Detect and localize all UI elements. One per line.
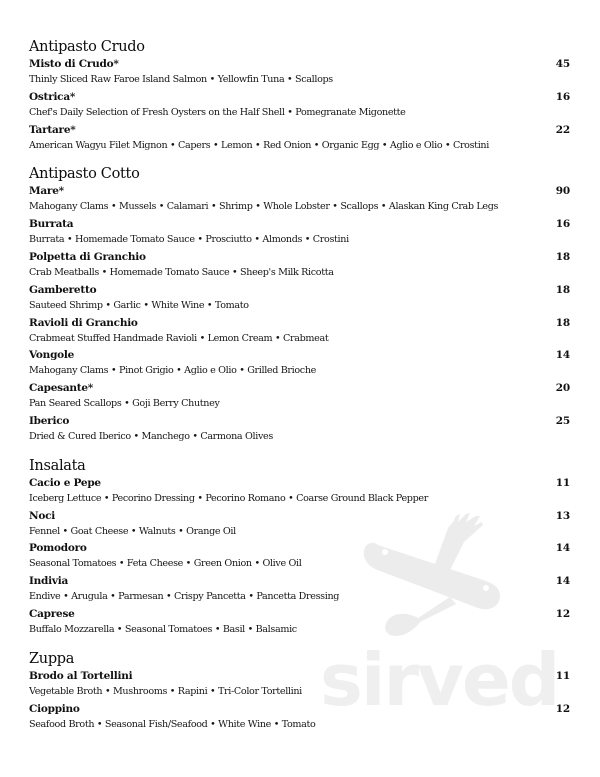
- menu-item: [29, 183, 570, 216]
- item-name: Tartare*: [29, 123, 76, 136]
- item-name: Caprese: [29, 607, 75, 620]
- item-description: Fennel • Goat Cheese • Walnuts • Orange Oil: [29, 525, 236, 537]
- menu-item: [29, 89, 570, 122]
- item-name: Indivia: [29, 575, 69, 588]
- item-description: Iceberg Lettuce • Pecorino Dressing • Pecorino Romano • Coarse Ground Black Pepper: [29, 492, 428, 504]
- item-price: 11: [555, 669, 570, 682]
- item-description: American Wagyu Filet Mignon • Capers • Lemon • Red Onion • Organic Egg • Aglio e Olio • Crostini: [29, 139, 489, 151]
- item-name: Brodo al Tortellini: [29, 669, 133, 682]
- section-antipasto-cotto: [29, 165, 570, 445]
- section-title: Antipasto Cotto: [29, 166, 140, 183]
- menu-item: [29, 508, 570, 541]
- item-name: Misto di Crudo*: [29, 58, 119, 70]
- item-name: Vongole: [29, 349, 75, 362]
- item-description: Seafood Broth • Seasonal Fish/Seafood • White Wine • Tomato: [29, 718, 316, 730]
- menu-item: [29, 315, 570, 348]
- menu-item: [29, 347, 570, 380]
- section-title: Antipasto Crudo: [29, 39, 145, 55]
- item-description: Endive • Arugula • Parmesan • Crispy Pancetta • Pancetta Dressing: [29, 591, 340, 603]
- item-description: Thinly Sliced Raw Faroe Island Salmon • Yellowfin Tuna • Scallops: [29, 74, 333, 85]
- item-price: 18: [555, 283, 570, 296]
- menu-item: [29, 668, 570, 701]
- item-price: 13: [555, 509, 570, 522]
- item-price: 90: [555, 185, 570, 198]
- item-description: Dried & Cured Iberico • Manchego • Carmona Olives: [29, 430, 273, 442]
- item-name: Pomodoro: [29, 542, 87, 555]
- menu-item: [29, 380, 570, 413]
- item-price: 18: [555, 316, 570, 329]
- item-description: Chef's Daily Selection of Fresh Oysters on the Half Shell • Pomegranate Migonette: [29, 106, 406, 118]
- item-description: Buffalo Mozzarella • Seasonal Tomatoes • Basil • Balsamic: [29, 623, 297, 635]
- item-name: Mare*: [29, 185, 64, 198]
- section-antipasto-crudo: [29, 38, 570, 154]
- menu-item: [29, 413, 570, 446]
- item-description: Seasonal Tomatoes • Feta Cheese • Green Onion • Olive Oil: [29, 558, 302, 570]
- item-price: 18: [555, 250, 570, 263]
- item-name: Polpetta di Granchio: [29, 250, 146, 263]
- item-price: 45: [555, 58, 570, 70]
- menu-item: [29, 216, 570, 249]
- item-price: 20: [555, 382, 570, 395]
- item-description: Mahogany Clams • Mussels • Calamari • Shrimp • Whole Lobster • Scallops • Alaskan King Crab Legs: [29, 201, 499, 213]
- menu-item: [29, 249, 570, 282]
- item-price: 22: [555, 123, 570, 136]
- section-title: Insalata: [29, 457, 86, 474]
- menu-item: [29, 540, 570, 573]
- section-title: Zuppa: [29, 650, 75, 667]
- item-name: Capesante*: [29, 382, 94, 395]
- item-name: Ravioli di Granchio: [29, 316, 138, 329]
- item-price: 12: [555, 607, 570, 620]
- item-name: Cioppino: [29, 702, 80, 715]
- item-price: 14: [555, 542, 570, 555]
- menu-item: [29, 56, 570, 89]
- item-name: Gamberetto: [29, 283, 97, 296]
- item-description: Burrata • Homemade Tomato Sauce • Prosciutto • Almonds • Crostini: [29, 234, 349, 246]
- item-price: 16: [555, 90, 570, 103]
- item-price: 14: [555, 575, 570, 588]
- section-insalata: [29, 457, 570, 639]
- menu-item: [29, 122, 570, 155]
- section-zuppa: [29, 650, 570, 734]
- menu-item: [29, 475, 570, 508]
- item-name: Noci: [29, 509, 55, 522]
- item-price: 11: [555, 476, 570, 489]
- item-name: Cacio e Pepe: [29, 476, 101, 489]
- item-description: Vegetable Broth • Mushrooms • Rapini • Tri-Color Tortellini: [29, 685, 302, 697]
- item-description: Crab Meatballs • Homemade Tomato Sauce • Sheep's Milk Ricotta: [29, 266, 334, 278]
- item-name: Ostrica*: [29, 90, 76, 103]
- item-name: Iberico: [29, 414, 70, 427]
- item-price: 14: [555, 349, 570, 362]
- menu-item: [29, 282, 570, 315]
- item-price: 16: [555, 218, 570, 231]
- menu-item: [29, 573, 570, 606]
- sirved-logo-text: sirved: [320, 638, 559, 722]
- item-description: Sauteed Shrimp • Garlic • White Wine • Tomato: [29, 299, 249, 311]
- item-price: 25: [555, 414, 570, 427]
- menu-item: [29, 606, 570, 639]
- item-description: Mahogany Clams • Pinot Grigio • Aglio e Olio • Grilled Brioche: [29, 365, 316, 377]
- item-name: Burrata: [29, 218, 74, 231]
- item-description: Crabmeat Stuffed Handmade Ravioli • Lemon Cream • Crabmeat: [29, 332, 329, 344]
- item-description: Pan Seared Scallops • Goji Berry Chutney: [29, 398, 220, 410]
- item-price: 12: [555, 702, 570, 715]
- menu-item: [29, 701, 570, 734]
- menu-page: [29, 38, 570, 733]
